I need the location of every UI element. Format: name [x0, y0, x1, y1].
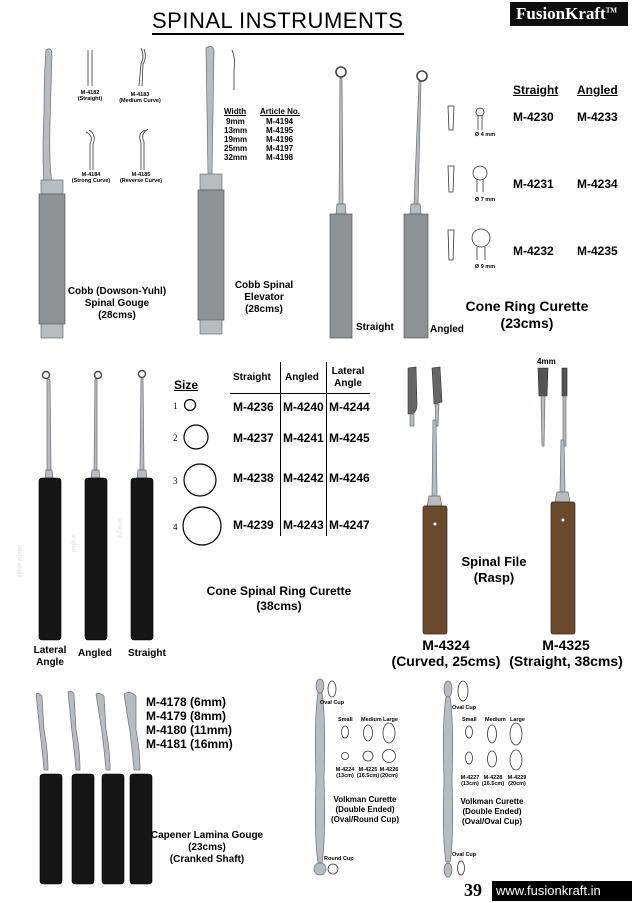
volkman-code: M-4226 (20cm): [379, 767, 399, 779]
gouge-straight-label: M-4182 (Straight): [77, 90, 103, 102]
size-circle-3-icon: [183, 463, 219, 499]
cone-ring-code: M-4233: [577, 110, 618, 124]
volkman-round-caption: Volkman Curette (Double Ended) (Oval/Round Cup): [331, 795, 399, 824]
cone-spinal-code: M-4239: [233, 518, 274, 532]
ring-dia: Ø 4 mm: [474, 132, 496, 138]
size-large: Large: [383, 717, 398, 723]
cone-spinal-head-straight: Straight: [233, 372, 271, 383]
volkman-cup-shapes: [336, 722, 400, 770]
elevator-side-view: [228, 50, 238, 90]
size-medium: Medium: [361, 717, 382, 723]
cone-ring-head-straight: Straight: [513, 83, 559, 97]
volkman-oval-caption: Volkman Curette (Double Ended) (Oval/Oval Cup): [460, 797, 524, 826]
cone-spinal-code: M-4243: [283, 518, 324, 532]
ring-9mm-icon: [444, 226, 496, 264]
cone-ring-straight-label: Straight: [356, 322, 394, 333]
col-article-head: Article No.: [260, 107, 301, 116]
volkman-code: M-4227 (13cm): [460, 775, 480, 787]
cone-ring-code: M-4235: [577, 244, 618, 258]
size-circle-4-icon: [182, 506, 224, 548]
cone-spinal-straight-image: [128, 370, 156, 642]
elevator-article: M-4194: [266, 117, 294, 126]
size-circle-2-icon: [183, 424, 211, 452]
spinal-file-caption: Spinal File (Rasp): [461, 554, 527, 585]
size-small: Small: [462, 717, 477, 723]
volkman-code: M-4225 (16.5cm): [356, 767, 380, 779]
caption-angled: Angled: [78, 648, 112, 659]
cone-spinal-head-angled: Angled: [285, 372, 319, 383]
elevator-article: M-4195: [266, 126, 294, 135]
cone-spinal-caption: Cone Spinal Ring Curette (38cms): [206, 584, 352, 613]
ring-4mm-icon: [444, 102, 494, 134]
capener-gouge-images: [30, 690, 160, 890]
cone-spinal-code: M-4236: [233, 400, 274, 414]
size-medium: Medium: [485, 717, 506, 723]
elevator-width: 25mm: [224, 144, 248, 153]
spinal-file-curved-label: M-4324 (Curved, 25cms): [391, 637, 501, 669]
cone-ring-caption: Cone Ring Curette (23cms): [465, 298, 589, 331]
capener-caption: Capener Lamina Gouge (23cms) (Cranked Shaft): [150, 830, 264, 865]
size-large: Large: [510, 717, 525, 723]
cone-spinal-code: M-4245: [329, 431, 370, 445]
size-number: 4: [173, 522, 178, 532]
cone-ring-straight-image: [326, 64, 356, 340]
title-underline: [152, 33, 404, 35]
elevator-article: M-4197: [266, 144, 294, 153]
elevator-width: 13mm: [224, 126, 248, 135]
cone-spinal-code: M-4241: [283, 431, 324, 445]
volkman-top-cup: Oval Cup: [320, 700, 345, 706]
cone-spinal-head-lateral: Lateral Angle: [331, 366, 365, 389]
width-note: 4mm: [537, 357, 556, 366]
elevator-width: 19mm: [224, 135, 248, 144]
oval-cup-top-icon: [326, 680, 338, 700]
cone-spinal-code: M-4237: [233, 431, 274, 445]
oval-cup-top-icon-2: [456, 680, 470, 704]
col-width-head: Width: [224, 107, 247, 116]
size-small: Small: [338, 717, 353, 723]
volkman-bottom-cup: Round Cup: [324, 856, 354, 862]
cone-spinal-code: M-4238: [233, 471, 274, 485]
table-divider: [230, 393, 370, 394]
gouge-variant-strong-image: [84, 130, 98, 170]
spinal-file-detail-image: [402, 364, 448, 426]
volkman-top-cup: Oval Cup: [452, 705, 477, 711]
cone-ring-head-angled: Angled: [577, 83, 618, 97]
page-title: SPINAL INSTRUMENTS: [152, 8, 404, 33]
page-number: 39: [464, 880, 482, 900]
cone-ring-angled-label: Angled: [430, 324, 464, 335]
volkman-bottom-cup: Oval Cup: [452, 852, 477, 858]
capener-code: M-4181 (16mm): [146, 737, 233, 751]
elevator-table: [222, 107, 322, 162]
elevator-article: M-4198: [266, 153, 294, 162]
size-circle-1-icon: [183, 398, 197, 412]
cobb-elevator-caption: Cobb Spinal Elevator (28cms): [234, 280, 294, 315]
size-number: 1: [173, 401, 178, 411]
gouge-reverse-label: M-4185 (Reverse Curve): [119, 172, 163, 184]
ring-7mm-icon: [444, 162, 494, 196]
brand-logo: FusionKraft™: [510, 2, 628, 26]
size-head: Size: [174, 378, 199, 392]
spinal-file-curved-image: [418, 420, 452, 636]
cone-spinal-code: M-4240: [283, 400, 324, 414]
cone-ring-code: M-4231: [513, 177, 554, 191]
capener-code: M-4178 (6mm): [146, 695, 227, 709]
cone-spinal-code: M-4247: [329, 518, 370, 532]
spinal-file-straight-image: [546, 440, 580, 636]
gouge-variant-medium-image: [133, 48, 147, 86]
capener-code: M-4179 (8mm): [146, 709, 227, 723]
table-divider: [326, 362, 327, 536]
cone-ring-code: M-4230: [513, 110, 554, 124]
cone-ring-code: M-4234: [577, 177, 618, 191]
size-number: 2: [173, 433, 178, 443]
cone-spinal-lateral-image: [36, 370, 64, 642]
table-divider: [280, 362, 281, 536]
capener-code: M-4180 (11mm): [146, 723, 233, 737]
volkman-code: M-4224 (13cm): [335, 767, 355, 779]
handle-text: straight: [116, 518, 122, 538]
oval-cup-bottom-icon: [455, 860, 467, 878]
cone-spinal-code: M-4244: [329, 400, 370, 414]
cone-ring-code: M-4232: [513, 244, 554, 258]
handle-text: angled: [70, 534, 76, 553]
gouge-variant-reverse-image: [135, 128, 149, 170]
cone-spinal-code: M-4246: [329, 471, 370, 485]
handle-text: lateral angle: [16, 545, 22, 578]
cone-ring-angled-image: [400, 64, 434, 340]
ring-dia: Ø 9 mm: [474, 264, 496, 270]
elevator-width: 9mm: [226, 117, 245, 126]
caption-straight: Straight: [128, 648, 166, 659]
size-number: 3: [173, 476, 178, 486]
ring-dia: Ø 7 mm: [474, 197, 496, 203]
elevator-width: 32mm: [224, 153, 248, 162]
gouge-variant-straight-image: [84, 50, 96, 86]
cone-spinal-angled-image: [82, 370, 110, 642]
round-cup-bottom-icon: [326, 862, 340, 876]
website-link[interactable]: www.fusionkraft.in: [492, 881, 632, 901]
capener-codes: [146, 695, 233, 751]
cone-spinal-code: M-4242: [283, 471, 324, 485]
cobb-gouge-caption: Cobb (Dowson-Yuhl) Spinal Gouge (28cms): [67, 286, 167, 321]
volkman-code: M-4229 (20cm): [507, 775, 527, 787]
gouge-strong-label: M-4184 (Strong Curve): [71, 172, 111, 184]
gouge-medium-label: M-4183 (Medium Curve): [119, 92, 161, 104]
volkman-round-image: [310, 678, 330, 878]
volkman-code: M-4228 (16.5cm): [481, 775, 505, 787]
caption-lateral-angle: Lateral Angle: [33, 645, 67, 668]
spinal-file-straight-label: M-4325 (Straight, 38cms): [509, 637, 623, 669]
elevator-article: M-4196: [266, 135, 294, 144]
volkman-oval-cup-shapes: [460, 722, 526, 776]
